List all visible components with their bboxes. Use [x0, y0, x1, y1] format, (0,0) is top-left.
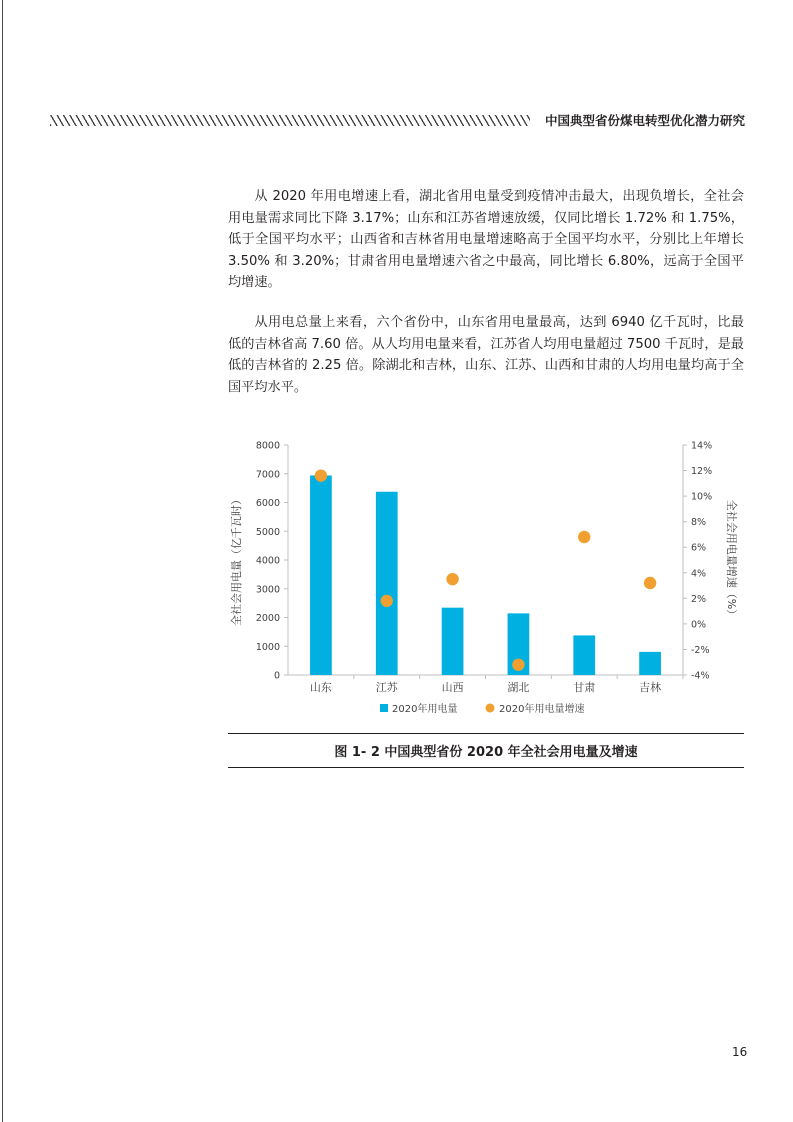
y-tick-label: 2000 [255, 613, 280, 624]
y2-tick-label: 8% [691, 517, 707, 529]
legend-bar-swatch [380, 704, 388, 712]
x-category-label: 湖北 [507, 681, 530, 694]
bar-吉林 [639, 652, 661, 675]
x-category-label: 甘肃 [573, 681, 596, 694]
growth-point-吉林 [644, 577, 656, 589]
figure-caption: 图 1- 2 中国典型省份 2020 年全社会用电量及增速 [334, 745, 638, 760]
caption-bottom-rule [228, 767, 744, 768]
y-tick-label: 0 [273, 670, 280, 682]
legend-dot-label: 2020年用电量增速 [499, 704, 585, 715]
growth-point-湖北 [512, 659, 524, 671]
growth-point-山东 [315, 469, 327, 481]
growth-point-山西 [446, 573, 458, 585]
page-left-border [2, 0, 3, 1122]
y2-tick-label: -4% [691, 670, 710, 682]
growth-point-甘肃 [578, 531, 590, 543]
y2-tick-label: 6% [691, 542, 707, 554]
y2-axis-title: 全社会用电量增速（%） [725, 499, 738, 621]
y2-tick-label: 14% [691, 440, 713, 452]
page-number: 16 [732, 1045, 748, 1059]
y-axis-title: 全社会用电量（亿千瓦时） [230, 494, 243, 626]
body-paragraph-total: 从用电总量上来看，六个省份中，山东省用电量最高，达到 6940 亿千瓦时，比最低的吉林省高 7.60 倍。从人均用电量来看，江苏省人均用电量超过 7500 千瓦时，是最低的吉林省的 2.25 倍。除湖北和吉林，山东、江苏、山西和甘肃的人均用电量均高于全国平均水平。 [228, 315, 744, 395]
y-tick-label: 3000 [255, 584, 280, 596]
y2-tick-label: -2% [691, 644, 710, 656]
y-tick-label: 6000 [255, 498, 280, 509]
x-category-label: 山东 [309, 681, 332, 694]
growth-point-江苏 [381, 595, 393, 607]
y2-tick-label: 10% [691, 491, 713, 503]
y-tick-label: 8000 [255, 440, 280, 452]
y2-tick-label: 2% [691, 593, 707, 605]
electricity-consumption-chart [228, 430, 744, 730]
y-tick-label: 7000 [255, 469, 280, 481]
x-category-label: 江苏 [375, 681, 398, 694]
y-tick-label: 1000 [255, 641, 280, 653]
bar-甘肃 [573, 635, 595, 675]
body-paragraph-growth: 从 2020 年用电增速上看，湖北省用电量受到疫情冲击最大，出现负增长，全社会用电量需求同比下降 3.17%；山东和江苏省增速放缓，仅同比增长 1.72% 和 1.75%，低于全国平均水平；山西省和吉林省用电量增速略高于全国平均水平，分别比上年增长 3.50% 和 3.20%；甘肃省用电量增速六省之中最高，同比增长 6.80%，远高于全国平均增速。 [228, 189, 744, 290]
running-header-title: 中国典型省份煤电转型优化潜力研究 [544, 113, 745, 128]
bar-山西 [442, 608, 464, 675]
bar-山东 [310, 475, 332, 675]
y2-tick-label: 4% [691, 568, 707, 580]
bar-江苏 [376, 492, 398, 675]
legend-dot-swatch [486, 704, 495, 713]
y-tick-label: 4000 [255, 555, 280, 567]
legend-bar-label: 2020年用电量 [392, 704, 458, 715]
y-tick-label: 5000 [255, 526, 280, 538]
x-category-label: 吉林 [639, 681, 662, 694]
y2-tick-label: 12% [691, 466, 713, 478]
caption-top-rule [228, 733, 744, 734]
header-hatch-decoration [50, 115, 530, 126]
y2-tick-label: 0% [691, 619, 707, 631]
x-category-label: 山西 [441, 681, 464, 694]
